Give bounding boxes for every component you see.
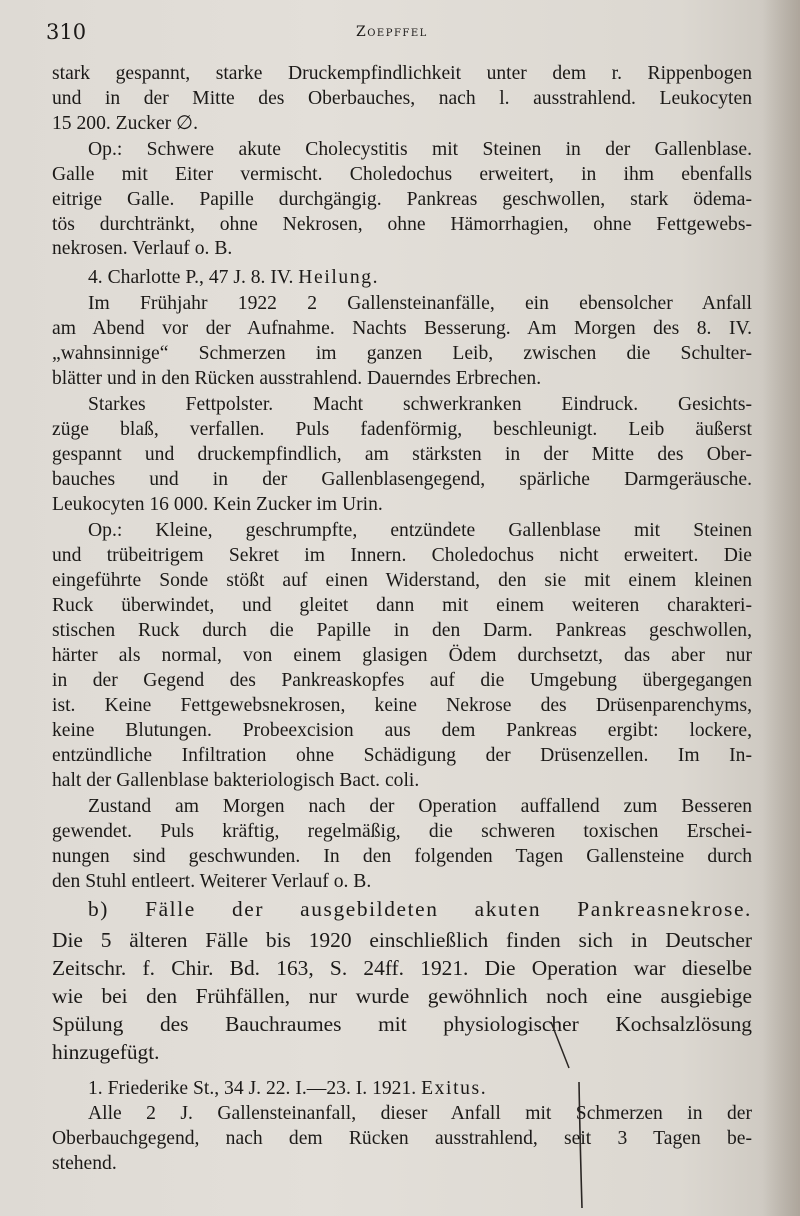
text-line: ist. Keine Fettgewebsnekrosen, keine Nekrose des Drüsenparenchyms, <box>52 695 752 716</box>
text-line: eitrige Galle. Papille durchgängig. Pankreas geschwollen, stark ödema- <box>52 189 752 210</box>
text-line: wie bei den Frühfällen, nur wurde gewöhnlich noch eine ausgiebige <box>52 984 752 1008</box>
text-line: und trübeitrigem Sekret im Innern. Choledochus nicht erweitert. Die <box>52 545 752 566</box>
text-line: Alle 2 J. Gallensteinanfall, dieser Anfall mit Schmerzen in der <box>88 1103 752 1124</box>
text-line: Die 5 älteren Fälle bis 1920 einschließlich finden sich in Deutscher <box>52 928 752 952</box>
text-line: 15 200. Zucker ∅. <box>52 113 199 134</box>
text-line: entzündliche Infiltration ohne Schädigung der Drüsenzellen. Im In- <box>52 745 752 766</box>
case-outcome: Exitus. <box>421 1078 488 1099</box>
text-line: stehend. <box>52 1153 117 1174</box>
text-line: tös durchtränkt, ohne Nekrosen, ohne Hämorrhagien, ohne Fettgewebs- <box>52 214 752 235</box>
running-head: Zoepffel <box>356 24 428 40</box>
text-line: am Abend vor der Aufnahme. Nachts Besserung. Am Morgen des 8. IV. <box>52 318 752 339</box>
case-outcome: Heilung. <box>298 267 380 288</box>
text-line: gespannt und druckempfindlich, am stärksten in der Mitte des Ober- <box>52 444 752 465</box>
text-line: Im Frühjahr 1922 2 Gallensteinanfälle, ein ebensolcher Anfall <box>88 293 752 314</box>
section-heading: b) Fälle der ausgebildeten akuten Pankreasnekrose. <box>88 897 752 921</box>
text-line: Op.: Schwere akute Cholecystitis mit Steinen in der Gallenblase. <box>88 139 752 160</box>
text-line: stark gespannt, starke Druckempfindlichkeit unter dem r. Rippenbogen <box>52 63 752 84</box>
text-line: blätter und in den Rücken ausstrahlend. Dauerndes Erbrechen. <box>52 368 542 389</box>
text-line: Oberbauchgegend, nach dem Rücken ausstrahlend, seit 3 Tagen be- <box>52 1128 752 1149</box>
text-line: nungen sind geschwunden. In den folgenden Tagen Gallensteine durch <box>52 846 752 867</box>
page-header <box>46 20 756 48</box>
page-edge-shadow <box>762 0 800 1216</box>
text-line: Spülung des Bauchraumes mit physiologischer Kochsalzlösung <box>52 1012 752 1036</box>
text-line: gewendet. Puls kräftig, regelmäßig, die schweren toxischen Erschei- <box>52 821 752 842</box>
text-line: Ruck überwindet, und gleitet dann mit einem weiteren charakteri- <box>52 595 752 616</box>
text-line: stischen Ruck durch die Papille in den Darm. Pankreas geschwollen, <box>52 620 752 641</box>
text-line: hinzugefügt. <box>52 1040 160 1064</box>
text-line: bauches und in der Gallenblasengegend, spärliche Darmgeräusche. <box>52 469 752 490</box>
text-line: keine Blutungen. Probeexcision aus dem Pankreas ergibt: lockere, <box>52 720 752 741</box>
text-line: härter als normal, von einem glasigen Ödem durchsetzt, das aber nur <box>52 645 752 666</box>
text-line: Zeitschr. f. Chir. Bd. 163, S. 24ff. 1921. Die Operation war dieselbe <box>52 956 752 980</box>
text-line: den Stuhl entleert. Weiterer Verlauf o. B. <box>52 871 372 892</box>
text-line: in der Gegend des Pankreaskopfes auf die Umgebung übergegangen <box>52 670 752 691</box>
case-title: 4. Charlotte P., 47 J. 8. IV. <box>88 267 294 288</box>
text-line: Zustand am Morgen nach der Operation auffallend zum Besseren <box>88 796 752 817</box>
text-line: züge blaß, verfallen. Puls fadenförmig, beschleunigt. Leib äußerst <box>52 419 752 440</box>
pencil-mark <box>549 1020 585 1210</box>
text-line: halt der Gallenblase bakteriologisch Bact. coli. <box>52 770 420 791</box>
text-line: „wahnsinnige“ Schmerzen im ganzen Leib, zwischen die Schulter- <box>52 343 752 364</box>
text-line: Starkes Fettpolster. Macht schwerkranken Eindruck. Gesichts- <box>88 394 752 415</box>
text-line: Leukocyten 16 000. Kein Zucker im Urin. <box>52 494 383 515</box>
case-title: 1. Friederike St., 34 J. 22. I.—23. I. 1921. <box>88 1078 417 1099</box>
case-heading <box>88 266 752 290</box>
text-line: nekrosen. Verlauf o. B. <box>52 238 233 259</box>
text-line: Galle mit Eiter vermischt. Choledochus erweitert, in ihm ebenfalls <box>52 164 752 185</box>
text-line: Op.: Kleine, geschrumpfte, entzündete Gallenblase mit Steinen <box>88 520 752 541</box>
text-line: eingeführte Sonde stößt auf einen Widerstand, den sie mit einem kleinen <box>52 570 752 591</box>
case-heading <box>88 1077 752 1101</box>
page-number: 310 <box>46 20 87 44</box>
text-line: und in der Mitte des Oberbauches, nach l. ausstrahlend. Leukocyten <box>52 88 752 109</box>
